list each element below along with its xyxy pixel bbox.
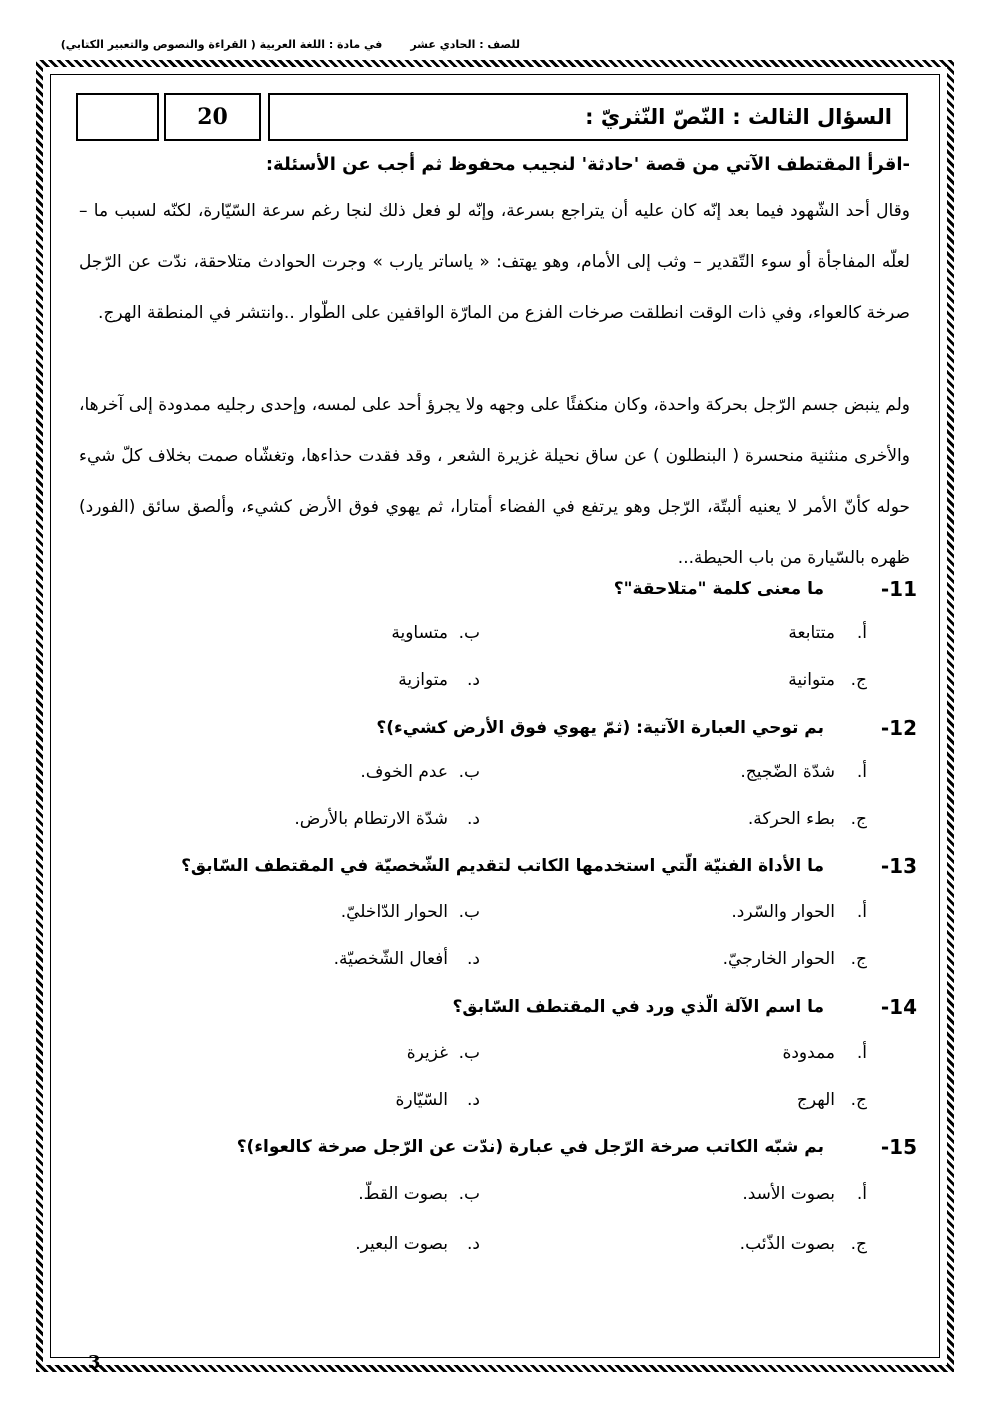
- subject-label: في مادة : اللغة العربية ( القراءة والنصوص والتعبير الكتابي): [60, 38, 383, 51]
- question-15: [77, 1135, 917, 1181]
- question-12: [77, 716, 917, 762]
- question-text: ما معنى كلمة "متلاحقة"؟: [613, 579, 824, 599]
- question-text: بم شبّه الكاتب صرخة الرّجل في عبارة (ندّت عن الرّجل صرخة كالعواء)؟: [236, 1137, 824, 1157]
- option-c: ج.متوانية: [788, 670, 867, 690]
- option-c: ج.بصوت الذّئب.: [739, 1234, 867, 1254]
- option-c: ج.الحوار الخارجيّ.: [722, 949, 867, 969]
- option-b: ب.بصوت القطّ.: [358, 1184, 480, 1204]
- option-a: أ.متتابعة: [788, 623, 867, 643]
- option-d: د.متوازية: [398, 670, 480, 690]
- passage-paragraph-2: ولم ينبض جسم الرّجل بحركة واحدة، وكان منكفئًا على وجهه ولا يجرؤ أحد على لمسه، وإحدى رجليه ممدودة إلى آخرها، والأخرى منثنية منحسرة ( البنطلون ) عن ساق نحيلة غزيرة الشعر ، وقد فقدت حذاءها، وتغشّاه صمت بخلاف كلّ شيء حوله كأنّ الأمر لا يعنيه ألبتّة، الرّجل وهو يرتفع في الفضاء أمتارا، ثم يهوي فوق الأرض كشيء، وألصق سائق (الفورد) ظهره بالسّيارة من باب الحيطة...: [79, 395, 910, 568]
- option-b: ب.عدم الخوف.: [360, 762, 480, 782]
- page-number: 3: [88, 1352, 101, 1373]
- page-header: [60, 38, 520, 51]
- question-number: 11-: [880, 577, 917, 601]
- score-box: 20: [164, 93, 261, 141]
- option-d: د.شدّة الارتطام بالأرض.: [294, 809, 480, 829]
- question-text: بم توحي العبارة الآتية: (ثمّ يهوي فوق الأرض كشيء)؟: [376, 718, 824, 738]
- option-c: ج.بطء الحركة.: [747, 809, 867, 829]
- option-a: أ.الحوار والسّرد.: [731, 902, 867, 922]
- question-text: ما الأداة الفنيّة الّتي استخدمها الكاتب لتقديم الشّخصيّة في المقتطف السّابق؟: [181, 856, 824, 876]
- option-c: ج.الهرج: [796, 1090, 867, 1110]
- grade-box: [76, 93, 159, 141]
- option-b: ب.متساوية: [391, 623, 480, 643]
- passage-paragraph-1: وقال أحد الشّهود فيما بعد إنّه كان عليه أن يتراجع بسرعة، وإنّه لو فعل ذلك لنجا رغم سرعة السّيّارة، لكنّه لسبب ما – لعلّه المفاجأة أو سوء التّقدير – وثب إلى الأمام، وهو يهتف: « ياساتر يارب » وجرت الحوادث متلاحقة، ندّت عن الرّجل صرخة كالعواء، وفي ذات الوقت انطلقت صرخات الفزع من المارّة الواقفين على الطّوار ..وانتشر في المنطقة الهرج.: [79, 201, 910, 323]
- question-text: ما اسم الآلة الّذي ورد في المقتطف السّابق؟: [452, 997, 824, 1017]
- question-13: [77, 854, 917, 900]
- option-a: أ.بصوت الأسد.: [742, 1184, 867, 1204]
- option-d: د.أفعال الشّخصيّة.: [333, 949, 480, 969]
- question-number: 12-: [880, 716, 917, 740]
- option-a: أ.شدّة الضّجيج.: [740, 762, 867, 782]
- instruction: -اقرأ المقتطف الآتي من قصة 'حادثة' لنجيب محفوظ ثم أجب عن الأسئلة:: [265, 154, 910, 175]
- question-number: 15-: [880, 1135, 917, 1159]
- option-b: ب.الحوار الدّاخليّ.: [340, 902, 480, 922]
- question-title: السؤال الثالث : النّصّ النّثريّ :: [268, 93, 908, 141]
- question-11: [77, 577, 917, 623]
- question-14: [77, 995, 917, 1041]
- option-b: ب.غزيرة: [406, 1043, 480, 1063]
- question-number: 13-: [880, 854, 917, 878]
- option-a: أ.ممدودة: [782, 1043, 867, 1063]
- question-number: 14-: [880, 995, 917, 1019]
- option-d: د.بصوت البعير.: [355, 1234, 480, 1254]
- grade-label: للصف : الحادي عشر: [410, 38, 520, 51]
- option-d: د.السّيّارة: [395, 1090, 480, 1110]
